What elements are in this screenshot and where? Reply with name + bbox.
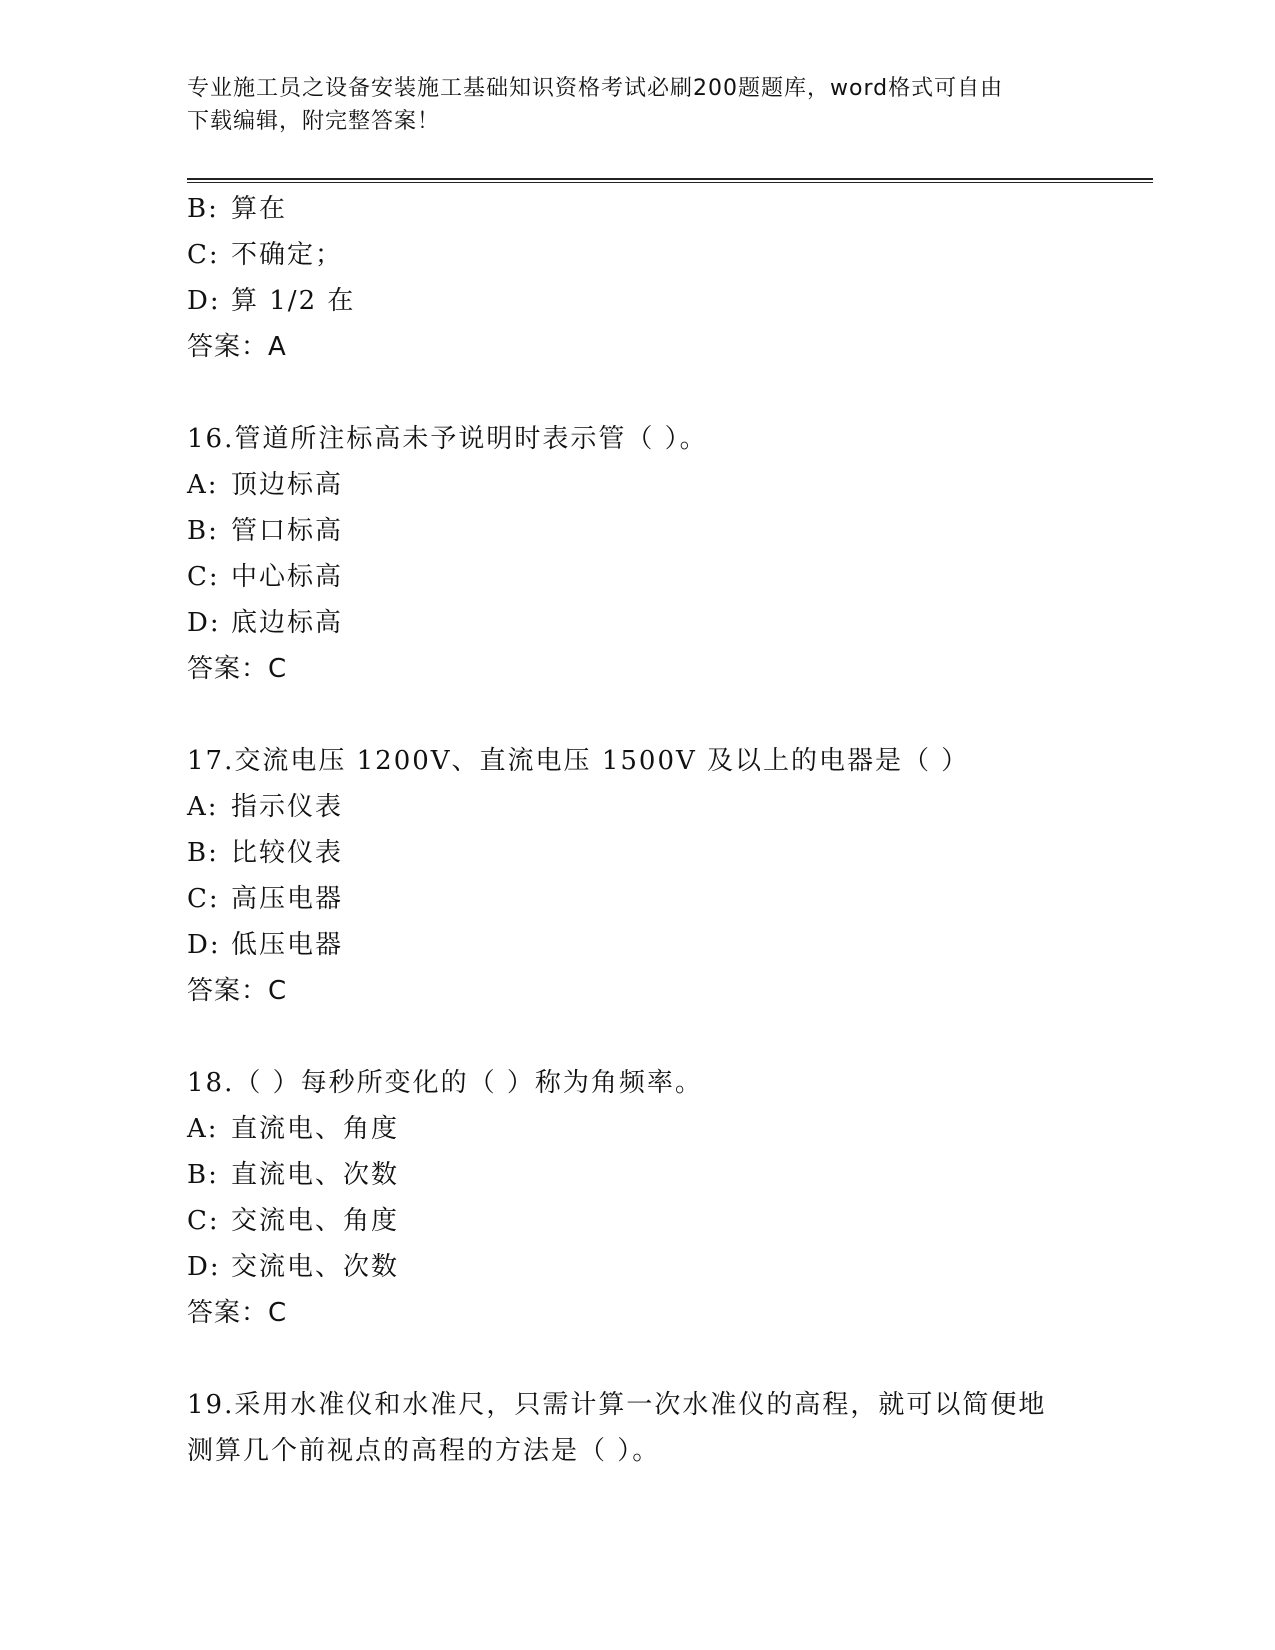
spacer <box>187 1336 1087 1382</box>
spacer <box>187 692 1087 738</box>
option-c: C: 交流电、角度 <box>187 1206 400 1236</box>
header-line-2: 下载编辑，附完整答案！ <box>187 109 441 134</box>
question-17 <box>187 738 1087 1014</box>
question-text-line-1: 19.采用水准仪和水准尺，只需计算一次水准仪的高程，就可以简便地 <box>187 1390 1047 1420</box>
question-text: 18.（ ）每秒所变化的（ ）称为角频率。 <box>187 1068 703 1098</box>
option-d: D: 算 1/2 在 <box>187 286 356 316</box>
option-a: A: 指示仪表 <box>187 792 344 822</box>
question-19 <box>187 1382 1087 1474</box>
answer-line: 答案：C <box>187 976 288 1006</box>
question-16 <box>187 416 1087 692</box>
header-line-1: 专业施工员之设备安装施工基础知识资格考试必刷200题题库，word格式可自由 <box>187 76 1004 101</box>
answer-line: 答案：C <box>187 654 288 684</box>
answer-line: 答案：C <box>187 1298 288 1328</box>
question-text: 17.交流电压 1200V、直流电压 1500V 及以上的电器是（ ） <box>187 746 970 776</box>
option-d: D: 底边标高 <box>187 608 344 638</box>
question-text-line-2: 测算几个前视点的高程的方法是（ ）。 <box>187 1436 661 1466</box>
option-b: B: 直流电、次数 <box>187 1160 400 1190</box>
answer-line: 答案：A <box>187 332 287 362</box>
option-d: D: 低压电器 <box>187 930 344 960</box>
option-b: B: 算在 <box>187 194 288 224</box>
question-text: 16.管道所注标高未予说明时表示管（ ）。 <box>187 424 708 454</box>
spacer <box>187 1014 1087 1060</box>
option-b: B: 管口标高 <box>187 516 344 546</box>
question-list <box>187 186 1087 1474</box>
option-c: C: 高压电器 <box>187 884 344 914</box>
option-b: B: 比较仪表 <box>187 838 344 868</box>
header-divider <box>187 178 1153 183</box>
option-c: C: 不确定； <box>187 240 344 270</box>
question-18 <box>187 1060 1087 1336</box>
option-a: A: 顶边标高 <box>187 470 344 500</box>
option-a: A: 直流电、角度 <box>187 1114 400 1144</box>
spacer <box>187 370 1087 416</box>
option-d: D: 交流电、次数 <box>187 1252 400 1282</box>
document-header <box>187 72 1067 138</box>
prev-question-block <box>187 186 1087 370</box>
option-c: C: 中心标高 <box>187 562 344 592</box>
